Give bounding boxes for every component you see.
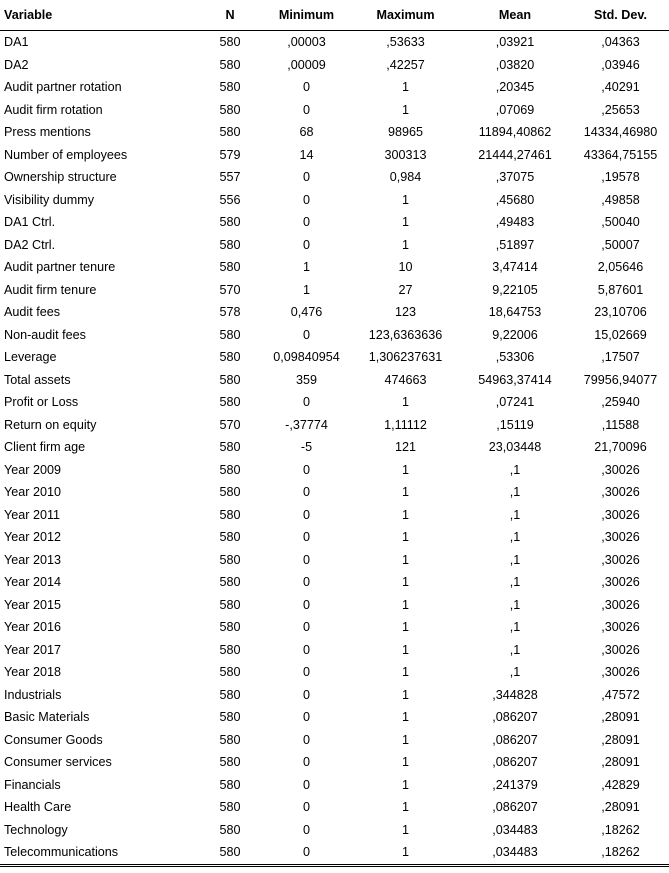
cell-minimum: 0 (302, 462, 310, 477)
cell-mean: 3,47414 (492, 260, 538, 275)
header-std-dev: Std. Dev. (572, 0, 669, 31)
cell-std-dev: 15,02669 (594, 327, 647, 342)
cell-mean: ,45680 (495, 192, 535, 207)
cell-mean: ,37075 (495, 170, 535, 185)
header-maximum: Maximum (353, 0, 458, 31)
cell-mean: 21444,27461 (478, 147, 552, 162)
cell-variable: Ownership structure (4, 170, 117, 185)
cell-maximum: 123 (394, 305, 416, 320)
cell-minimum: 14 (299, 147, 314, 162)
cell-minimum: 1 (302, 260, 310, 275)
cell-n: 580 (219, 777, 241, 792)
cell-std-dev: ,03946 (601, 57, 640, 72)
cell-mean: ,344828 (492, 687, 538, 702)
cell-std-dev: 43364,75155 (583, 147, 658, 162)
cell-std-dev: ,30026 (601, 620, 640, 635)
cell-n: 580 (219, 597, 241, 612)
cell-std-dev: ,25653 (601, 102, 640, 117)
cell-variable: Year 2015 (4, 597, 61, 612)
cell-std-dev: ,30026 (601, 485, 640, 500)
cell-variable: Audit fees (4, 305, 61, 320)
table-row (0, 166, 669, 189)
table-row (0, 751, 669, 774)
cell-variable: Year 2016 (4, 620, 61, 635)
cell-n: 580 (219, 665, 241, 680)
cell-n: 570 (219, 282, 241, 297)
cell-std-dev: ,30026 (601, 665, 640, 680)
cell-variable: Return on equity (4, 417, 97, 432)
cell-minimum: 0 (302, 597, 310, 612)
cell-n: 580 (219, 350, 241, 365)
cell-std-dev: ,49858 (601, 192, 640, 207)
cell-maximum: 1,11112 (384, 417, 427, 432)
cell-minimum: 0 (302, 327, 310, 342)
cell-n: 580 (219, 755, 241, 770)
cell-minimum: 359 (295, 372, 317, 387)
cell-n: 580 (219, 642, 241, 657)
cell-minimum: 0 (302, 507, 310, 522)
cell-mean: ,07241 (495, 395, 535, 410)
cell-mean: ,51897 (495, 237, 535, 252)
cell-maximum: 1 (353, 841, 458, 865)
cell-minimum: 0 (302, 687, 310, 702)
table-row (0, 504, 669, 527)
cell-maximum: 1 (401, 215, 409, 230)
cell-n: 580 (219, 237, 241, 252)
cell-maximum: 1 (401, 800, 409, 815)
table-row (0, 256, 669, 279)
cell-variable: Number of employees (4, 147, 128, 162)
cell-maximum: 1 (401, 575, 409, 590)
cell-std-dev: ,50040 (601, 215, 640, 230)
cell-maximum: 1 (401, 507, 409, 522)
cell-minimum: 0 (302, 620, 310, 635)
cell-minimum: 0 (302, 642, 310, 657)
cell-variable: Year 2011 (4, 507, 61, 522)
cell-n: 580 (219, 485, 241, 500)
cell-maximum: 1 (401, 462, 409, 477)
table-row (0, 144, 669, 167)
cell-maximum: 1 (401, 642, 409, 657)
cell-variable: Year 2012 (4, 530, 61, 545)
cell-std-dev: 2,05646 (597, 260, 644, 275)
cell-n: 580 (219, 462, 241, 477)
cell-minimum: 0 (302, 170, 310, 185)
cell-n: 580 (219, 327, 241, 342)
cell-minimum: 0 (302, 237, 310, 252)
cell-variable: DA1 (4, 35, 29, 50)
cell-std-dev: ,30026 (601, 552, 640, 567)
table-row (0, 211, 669, 234)
cell-n: 580 (219, 395, 241, 410)
cell-minimum: 0 (302, 80, 310, 95)
table-row (0, 594, 669, 617)
cell-maximum: 1 (401, 237, 409, 252)
cell-n: 578 (219, 305, 241, 320)
cell-mean: ,1 (509, 575, 521, 590)
cell-std-dev: ,18262 (601, 822, 640, 837)
table-row (0, 729, 669, 752)
cell-maximum: 0,984 (389, 170, 422, 185)
cell-minimum: -,37774 (285, 417, 328, 432)
cell-minimum: 0 (302, 192, 310, 207)
table-row (0, 706, 669, 729)
header-minimum: Minimum (260, 0, 353, 31)
cell-variable: Telecommunications (0, 841, 200, 865)
cell-n: 556 (219, 192, 241, 207)
cell-std-dev: ,50007 (601, 237, 640, 252)
cell-maximum: 1 (401, 732, 409, 747)
cell-minimum: ,00003 (287, 35, 326, 50)
table-row (0, 549, 669, 572)
cell-maximum: 1 (401, 822, 409, 837)
cell-std-dev: ,28091 (601, 732, 640, 747)
cell-std-dev: ,30026 (601, 462, 640, 477)
cell-variable: Year 2009 (4, 462, 61, 477)
cell-mean: 18,64753 (488, 305, 542, 320)
cell-variable: Consumer services (4, 755, 112, 770)
cell-n: 580 (219, 552, 241, 567)
cell-maximum: 1 (401, 395, 409, 410)
cell-variable: Audit firm tenure (4, 282, 97, 297)
cell-minimum: 0,09840954 (273, 350, 340, 365)
cell-variable: DA1 Ctrl. (4, 215, 56, 230)
cell-maximum: ,42257 (386, 57, 425, 72)
cell-n: 570 (219, 417, 241, 432)
cell-std-dev: ,04363 (601, 35, 640, 50)
table-row (0, 459, 669, 482)
cell-variable: Leverage (4, 350, 57, 365)
cell-std-dev: 5,87601 (597, 282, 644, 297)
cell-maximum: 98965 (387, 125, 424, 140)
cell-variable: Financials (4, 777, 61, 792)
cell-n: 580 (219, 57, 241, 72)
table-row (0, 279, 669, 302)
cell-variable: Audit partner tenure (4, 260, 116, 275)
cell-mean: ,15119 (496, 417, 534, 432)
cell-variable: Client firm age (4, 440, 86, 455)
header-n: N (200, 0, 260, 31)
cell-n: 580 (200, 841, 260, 865)
table-row (0, 369, 669, 392)
cell-n: 580 (219, 732, 241, 747)
cell-minimum: 0 (260, 841, 353, 865)
cell-mean: ,07069 (495, 102, 535, 117)
table-row (0, 414, 669, 437)
cell-maximum: 1 (401, 755, 409, 770)
cell-n: 580 (219, 260, 241, 275)
cell-std-dev: ,30026 (601, 575, 640, 590)
cell-std-dev: ,30026 (601, 597, 640, 612)
cell-minimum: 0 (302, 665, 310, 680)
cell-std-dev: ,11588 (601, 417, 640, 432)
cell-maximum: 1,306237631 (368, 350, 443, 365)
cell-n: 580 (219, 35, 241, 50)
cell-mean: ,034483 (492, 822, 538, 837)
cell-maximum: 474663 (384, 372, 427, 387)
header-row (0, 0, 669, 31)
cell-maximum: 1 (401, 80, 409, 95)
cell-n: 580 (219, 575, 241, 590)
cell-minimum: 0,476 (290, 305, 323, 320)
cell-variable: Visibility dummy (4, 192, 95, 207)
cell-variable: Basic Materials (4, 710, 90, 725)
table-row (0, 391, 669, 414)
cell-mean: 11894,40862 (478, 125, 552, 140)
table-row (0, 526, 669, 549)
cell-variable: Year 2013 (4, 552, 61, 567)
cell-n: 580 (219, 102, 241, 117)
cell-std-dev: ,18262 (572, 841, 669, 865)
cell-mean: ,1 (509, 530, 521, 545)
cell-maximum: 300313 (384, 147, 427, 162)
cell-maximum: 1 (401, 777, 409, 792)
cell-mean: 9,22006 (492, 327, 538, 342)
cell-n: 580 (219, 822, 241, 837)
cell-minimum: 0 (302, 732, 310, 747)
cell-n: 557 (219, 170, 241, 185)
cell-mean: ,1 (509, 620, 521, 635)
cell-minimum: 0 (302, 575, 310, 590)
cell-std-dev: ,30026 (601, 507, 640, 522)
cell-maximum: 123,6363636 (368, 327, 443, 342)
cell-maximum: 1 (401, 530, 409, 545)
cell-maximum: 1 (401, 665, 409, 680)
cell-n: 580 (219, 530, 241, 545)
cell-n: 580 (219, 372, 241, 387)
cell-n: 580 (219, 620, 241, 635)
header-mean: Mean (458, 0, 572, 31)
cell-n: 580 (219, 687, 241, 702)
cell-minimum: 0 (302, 777, 310, 792)
cell-maximum: 10 (398, 260, 413, 275)
table-row (0, 121, 669, 144)
cell-minimum: 0 (302, 530, 310, 545)
cell-variable: Year 2010 (4, 485, 61, 500)
cell-mean: ,241379 (492, 777, 538, 792)
cell-std-dev: ,40291 (601, 80, 640, 95)
table-row (0, 796, 669, 819)
cell-variable: Technology (4, 822, 68, 837)
table-row (0, 639, 669, 662)
cell-maximum: 1 (401, 192, 409, 207)
cell-mean: ,086207 (492, 732, 538, 747)
cell-mean: 54963,37414 (478, 372, 552, 387)
cell-n: 580 (219, 440, 241, 455)
cell-variable: Consumer Goods (4, 732, 103, 747)
cell-mean: ,03820 (495, 57, 535, 72)
table-row (0, 324, 669, 347)
cell-std-dev: 23,10706 (594, 305, 647, 320)
cell-minimum: 0 (302, 710, 310, 725)
cell-n: 580 (219, 125, 241, 140)
table-row (0, 661, 669, 684)
cell-n: 580 (219, 800, 241, 815)
table-row (0, 571, 669, 594)
table-body (0, 31, 669, 866)
cell-std-dev: ,28091 (601, 710, 640, 725)
cell-n: 580 (219, 80, 241, 95)
cell-maximum: ,53633 (386, 35, 425, 50)
cell-minimum: ,00009 (287, 57, 326, 72)
header-variable: Variable (0, 0, 200, 31)
cell-minimum: 0 (302, 755, 310, 770)
cell-n: 580 (219, 215, 241, 230)
table-row (0, 346, 669, 369)
table-row (0, 684, 669, 707)
cell-minimum: 1 (302, 282, 310, 297)
cell-std-dev: ,25940 (601, 395, 640, 410)
cell-maximum: 1 (401, 597, 409, 612)
cell-variable: DA2 Ctrl. (4, 237, 56, 252)
cell-maximum: 1 (401, 687, 409, 702)
cell-mean: ,1 (509, 507, 521, 522)
cell-variable: Audit firm rotation (4, 102, 103, 117)
table-row (0, 774, 669, 797)
cell-std-dev: ,30026 (601, 530, 640, 545)
cell-mean: ,034483 (458, 841, 572, 865)
cell-variable: Total assets (4, 372, 71, 387)
cell-variable: Profit or Loss (4, 395, 79, 410)
cell-mean: ,53306 (495, 350, 535, 365)
cell-std-dev: 14334,46980 (583, 125, 658, 140)
cell-minimum: 68 (299, 125, 314, 140)
cell-minimum: 0 (302, 485, 310, 500)
cell-minimum: 0 (302, 800, 310, 815)
table-row (0, 31, 669, 54)
table-row (0, 234, 669, 257)
cell-minimum: 0 (302, 552, 310, 567)
table-row (0, 301, 669, 324)
table-row (0, 819, 669, 842)
cell-mean: ,086207 (492, 800, 538, 815)
cell-minimum: 0 (302, 395, 310, 410)
cell-mean: ,1 (509, 642, 521, 657)
cell-mean: ,1 (509, 485, 521, 500)
cell-minimum: 0 (302, 215, 310, 230)
cell-mean: ,03921 (495, 35, 535, 50)
cell-variable: Year 2014 (4, 575, 61, 590)
cell-variable: Industrials (4, 687, 62, 702)
cell-variable: Year 2017 (4, 642, 61, 657)
cell-mean: 23,03448 (488, 440, 542, 455)
cell-std-dev: 79956,94077 (583, 372, 658, 387)
table-header (0, 0, 669, 31)
cell-maximum: 1 (401, 552, 409, 567)
cell-maximum: 1 (401, 102, 409, 117)
cell-std-dev: ,47572 (601, 687, 640, 702)
table-row (0, 841, 669, 865)
cell-variable: Non-audit fees (4, 327, 86, 342)
cell-mean: ,49483 (495, 215, 535, 230)
table-row (0, 54, 669, 77)
cell-variable: Audit partner rotation (4, 80, 122, 95)
table-row (0, 99, 669, 122)
cell-std-dev: ,28091 (601, 800, 640, 815)
cell-std-dev: 21,70096 (594, 440, 647, 455)
table-row (0, 436, 669, 459)
cell-std-dev: ,17507 (601, 350, 640, 365)
cell-minimum: -5 (300, 440, 313, 455)
cell-mean: ,1 (509, 552, 521, 567)
cell-mean: ,086207 (492, 710, 538, 725)
cell-variable: Health Care (4, 800, 72, 815)
cell-maximum: 121 (394, 440, 416, 455)
cell-maximum: 1 (401, 620, 409, 635)
cell-std-dev: ,42829 (601, 777, 640, 792)
cell-maximum: 1 (401, 485, 409, 500)
cell-mean: ,1 (509, 597, 521, 612)
table-row (0, 481, 669, 504)
cell-mean: ,1 (509, 665, 521, 680)
cell-n: 580 (219, 710, 241, 725)
cell-variable: Year 2018 (4, 665, 61, 680)
cell-maximum: 1 (401, 710, 409, 725)
cell-n: 579 (219, 147, 241, 162)
cell-maximum: 27 (398, 282, 413, 297)
cell-variable: DA2 (4, 57, 29, 72)
table-row (0, 189, 669, 212)
cell-std-dev: ,28091 (601, 755, 640, 770)
cell-mean: 9,22105 (492, 282, 538, 297)
cell-mean: ,1 (509, 462, 521, 477)
cell-variable: Press mentions (4, 125, 91, 140)
cell-n: 580 (219, 507, 241, 522)
cell-minimum: 0 (302, 102, 310, 117)
cell-mean: ,086207 (492, 755, 538, 770)
cell-std-dev: ,19578 (601, 170, 640, 185)
table-row (0, 616, 669, 639)
cell-mean: ,20345 (495, 80, 535, 95)
table-row (0, 76, 669, 99)
cell-std-dev: ,30026 (601, 642, 640, 657)
cell-minimum: 0 (302, 822, 310, 837)
